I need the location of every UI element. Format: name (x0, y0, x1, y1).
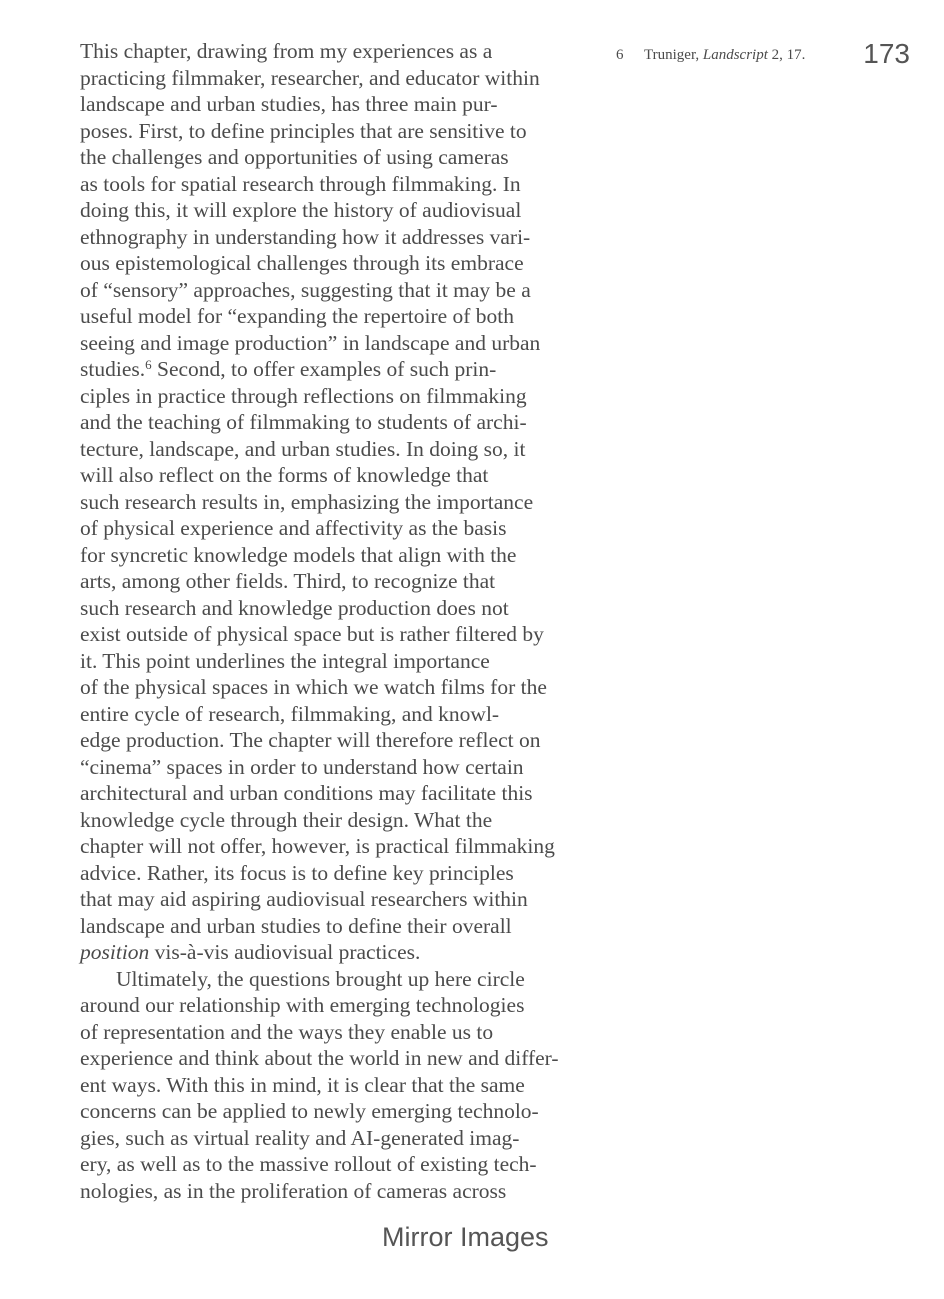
text-line: ciples in practice through reflections on filmmaking (80, 383, 527, 408)
text-fragment: Second, to offer examples of such prin- (151, 357, 497, 381)
footnote (616, 47, 805, 64)
text-line: practicing filmmaker, researcher, and educator within (80, 65, 540, 90)
footnote-details: 2, 17. (771, 47, 806, 63)
text-fragment: vis-à-vis audiovisual practices. (149, 940, 421, 964)
text-line: chapter will not offer, however, is practical filmmaking (80, 834, 555, 858)
text-line: ethnography in understanding how it addresses vari- (80, 224, 531, 249)
text-line: concerns can be applied to newly emerging technolo- (80, 1099, 539, 1123)
footnote-number: 6 (616, 47, 624, 63)
text-line: landscape and urban studies to define their overall (80, 913, 512, 938)
footnote-title: Landscript (702, 47, 768, 63)
text-line: advice. Rather, its focus is to define key principles (80, 860, 514, 885)
footnote-author: Truniger, (644, 47, 700, 63)
text-line: doing this, it will explore the history of audiovisual (80, 198, 522, 222)
text-line: for syncretic knowledge models that align with the (80, 542, 517, 567)
text-line: such research results in, emphasizing the importance (80, 489, 534, 514)
text-line: of the physical spaces in which we watch films for the (80, 675, 547, 699)
text-line-with-footnote-ref (80, 356, 605, 383)
text-line: as tools for spatial research through filmmaking. In (80, 171, 521, 196)
text-line: that may aid aspiring audiovisual researchers within (80, 887, 528, 911)
text-line: gies, such as virtual reality and AI-generated imag- (80, 1125, 520, 1150)
text-line: experience and think about the world in new and differ- (80, 1046, 559, 1070)
text-line: knowledge cycle through their design. What the (80, 807, 493, 832)
text-line: “cinema” spaces in order to understand how certain (80, 754, 524, 779)
text-line: and the teaching of filmmaking to students of archi- (80, 410, 527, 434)
text-fragment: studies. (80, 357, 146, 381)
text-line: of physical experience and affectivity as the basis (80, 516, 507, 540)
text-line (80, 939, 605, 966)
text-line: useful model for “expanding the repertoire of both (80, 304, 515, 328)
page-number: 173 (863, 38, 910, 69)
emphasis-text: position (80, 940, 150, 964)
text-line: arts, among other fields. Third, to recognize that (80, 569, 496, 593)
text-line: such research and knowledge production does not (80, 595, 509, 620)
text-line: around our relationship with emerging technologies (80, 993, 525, 1017)
text-line: ous epistemological challenges through its embrace (80, 251, 524, 275)
text-line: will also reflect on the forms of knowledge that (80, 463, 489, 487)
text-line: of representation and the ways they enable us to (80, 1019, 494, 1044)
text-line: ent ways. With this in mind, it is clear that the same (80, 1072, 525, 1097)
text-line: ery, as well as to the massive rollout of existing tech- (80, 1152, 537, 1176)
text-line: This chapter, drawing from my experiences as a (80, 39, 493, 63)
text-line: tecture, landscape, and urban studies. In doing so, it (80, 436, 526, 461)
body-text (80, 38, 605, 1204)
text-line: poses. First, to define principles that are sensitive to (80, 118, 527, 143)
paragraph-1 (80, 38, 605, 966)
text-line: the challenges and opportunities of using cameras (80, 145, 509, 169)
text-line: it. This point underlines the integral importance (80, 648, 490, 673)
text-line: nologies, as in the proliferation of cameras across (80, 1178, 507, 1203)
text-line: entire cycle of research, filmmaking, and knowl- (80, 701, 500, 726)
text-line: edge production. The chapter will therefore reflect on (80, 728, 541, 752)
paragraph-2 (80, 966, 605, 1205)
text-line: seeing and image production” in landscape and urban (80, 330, 541, 355)
text-line: of “sensory” approaches, suggesting that it may be a (80, 277, 531, 302)
text-line: exist outside of physical space but is rather filtered by (80, 622, 544, 646)
text-line: architectural and urban conditions may facilitate this (80, 781, 533, 805)
footnote-reference[interactable]: 6 (145, 357, 152, 372)
text-line: Ultimately, the questions brought up here circle (116, 966, 525, 991)
text-line: landscape and urban studies, has three main pur- (80, 92, 498, 116)
running-footer: Mirror Images (382, 1222, 549, 1252)
